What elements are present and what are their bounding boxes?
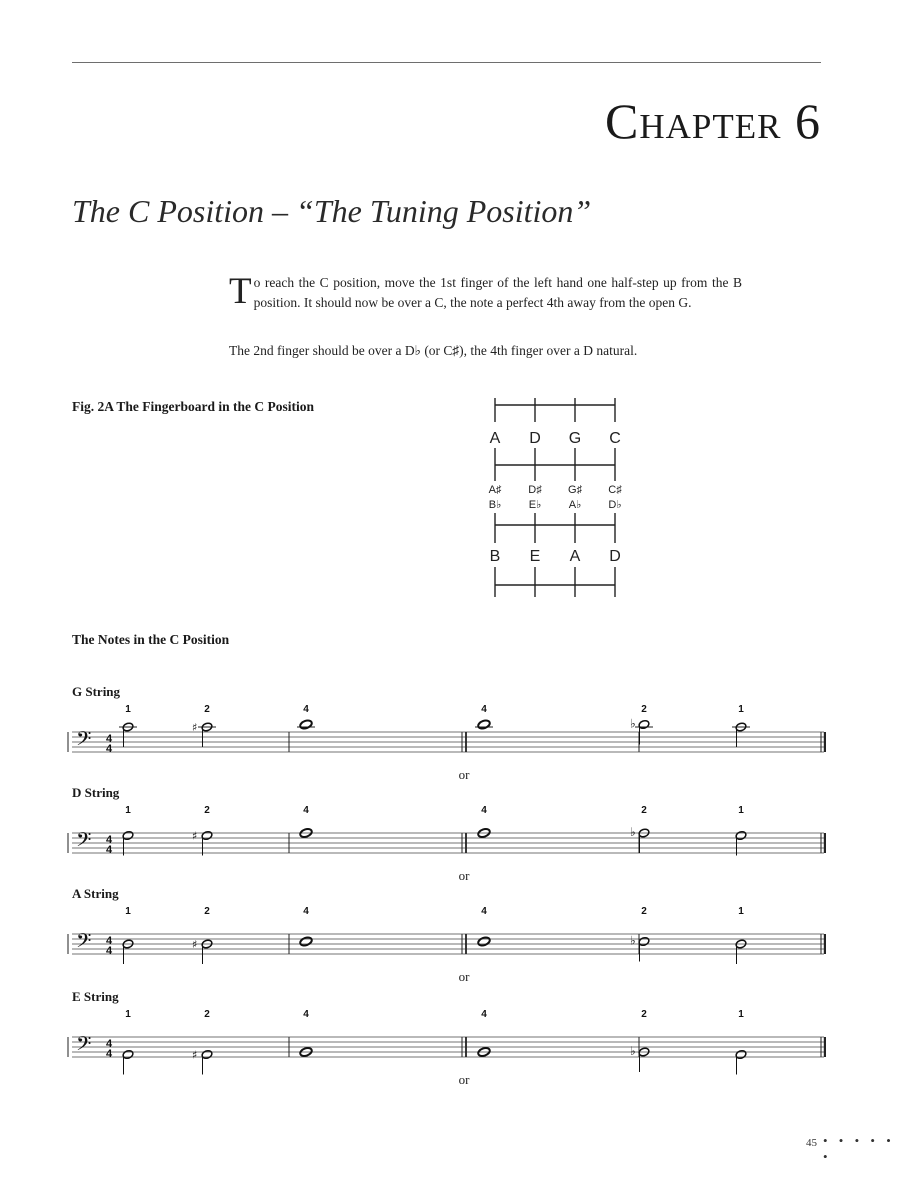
figure-label: Fig. 2A The Fingerboard in the C Position — [72, 399, 315, 414]
fb-note-sharp: A♯ — [488, 484, 502, 496]
fb-note: C — [609, 430, 621, 447]
fb-note-sharp: D♯ — [528, 484, 542, 496]
page-dots: • • • • • • — [823, 1133, 895, 1164]
sharp-icon: ♯ — [192, 1048, 198, 1062]
fingering-number: 4 — [481, 906, 487, 917]
flat-icon: ♭ — [630, 933, 636, 948]
fb-note: A — [489, 430, 501, 447]
time-signature-bottom: 4 — [106, 1048, 113, 1060]
note-head — [477, 936, 491, 947]
time-signature-bottom: 4 — [106, 743, 113, 755]
sharp-icon: ♯ — [192, 829, 198, 843]
note-head — [299, 936, 313, 947]
fb-note: B — [489, 548, 501, 565]
fingerboard-diagram — [480, 395, 640, 600]
staff-3 — [66, 904, 826, 1004]
fb-note-sharp: G♯ — [567, 484, 583, 496]
fingering-number: 4 — [303, 906, 309, 917]
or-label: or — [458, 868, 470, 883]
flat-icon: ♭ — [630, 716, 636, 731]
fb-note: G — [568, 430, 582, 447]
fingering-number: 1 — [125, 805, 131, 816]
bass-clef-icon: 𝄢 — [76, 1032, 92, 1060]
time-signature-bottom: 4 — [106, 844, 113, 856]
fingering-number: 2 — [641, 906, 647, 917]
fb-note-flat: B♭ — [488, 499, 502, 511]
note-head — [299, 719, 313, 730]
drop-cap: T — [229, 271, 252, 312]
time-signature-top: 4 — [106, 1038, 113, 1050]
bass-clef-icon: 𝄢 — [76, 828, 92, 856]
fb-note-flat: D♭ — [608, 499, 622, 511]
fingering-number: 4 — [303, 704, 309, 715]
fb-note-sharp: C♯ — [608, 484, 622, 496]
fingering-number: 2 — [204, 906, 210, 917]
time-signature-bottom: 4 — [106, 945, 113, 957]
fingering-number: 1 — [125, 1009, 131, 1020]
string-label: E String — [72, 989, 119, 1004]
string-label: A String — [72, 886, 119, 901]
staff-4 — [66, 1007, 826, 1107]
fingering-number: 4 — [303, 805, 309, 816]
bass-clef-icon: 𝄢 — [76, 929, 92, 957]
notes-section-label: The Notes in the C Position — [72, 632, 230, 647]
fingerboard-frets — [495, 405, 615, 585]
fb-note: A — [569, 548, 581, 565]
time-signature-top: 4 — [106, 935, 113, 947]
section-title: The C Position – “The Tuning Position” — [72, 193, 592, 229]
string-label: D String — [72, 785, 120, 800]
fb-note-flat: E♭ — [528, 499, 542, 511]
fingering-number: 4 — [481, 704, 487, 715]
header-rule — [72, 62, 821, 63]
fingering-number: 2 — [641, 805, 647, 816]
fingering-number: 4 — [303, 1009, 309, 1020]
chapter-heading: Chapter 6 — [605, 93, 821, 149]
fingering-number: 4 — [481, 1009, 487, 1020]
fingering-number: 2 — [204, 704, 210, 715]
fingering-number: 1 — [125, 704, 131, 715]
or-label: or — [458, 969, 470, 984]
sharp-icon: ♯ — [192, 938, 198, 951]
fingerboard-strings — [495, 398, 615, 597]
flat-icon: ♭ — [630, 1044, 636, 1058]
sharp-icon: ♯ — [192, 721, 198, 734]
fingering-number: 1 — [738, 704, 744, 715]
fingering-number: 1 — [125, 906, 131, 917]
string-label: G String — [72, 684, 121, 699]
fingering-number: 1 — [738, 805, 744, 816]
staff-2 — [66, 803, 826, 903]
fingering-number: 2 — [204, 1009, 210, 1020]
fb-note: E — [529, 548, 541, 565]
fingering-number: 1 — [738, 1009, 744, 1020]
fingering-number: 2 — [641, 1009, 647, 1020]
or-label: or — [458, 1072, 470, 1087]
fingering-number: 2 — [641, 704, 647, 715]
note-head — [477, 719, 491, 730]
intro-paragraph-1-text: o reach the C position, move the 1st finger of the left hand one half-step up from the B position. It should now be over a C, the note a perfect 4th away from the open G. — [253, 275, 742, 310]
time-signature-top: 4 — [106, 733, 113, 745]
fb-note-flat: A♭ — [568, 499, 582, 511]
fb-note: D — [609, 548, 621, 565]
staff-1 — [66, 702, 826, 802]
intro-paragraph-2: The 2nd finger should be over a D♭ (or C♯), the 4th finger over a D natural. — [229, 343, 638, 358]
fb-note: D — [529, 430, 541, 447]
flat-icon: ♭ — [630, 825, 636, 839]
fingering-number: 2 — [204, 805, 210, 816]
or-label: or — [458, 767, 470, 782]
page-number: 45 — [806, 1137, 817, 1149]
intro-paragraph-1 — [229, 273, 742, 313]
fingering-number: 4 — [481, 805, 487, 816]
fingering-number: 1 — [738, 906, 744, 917]
bass-clef-icon: 𝄢 — [76, 727, 92, 755]
time-signature-top: 4 — [106, 834, 113, 846]
